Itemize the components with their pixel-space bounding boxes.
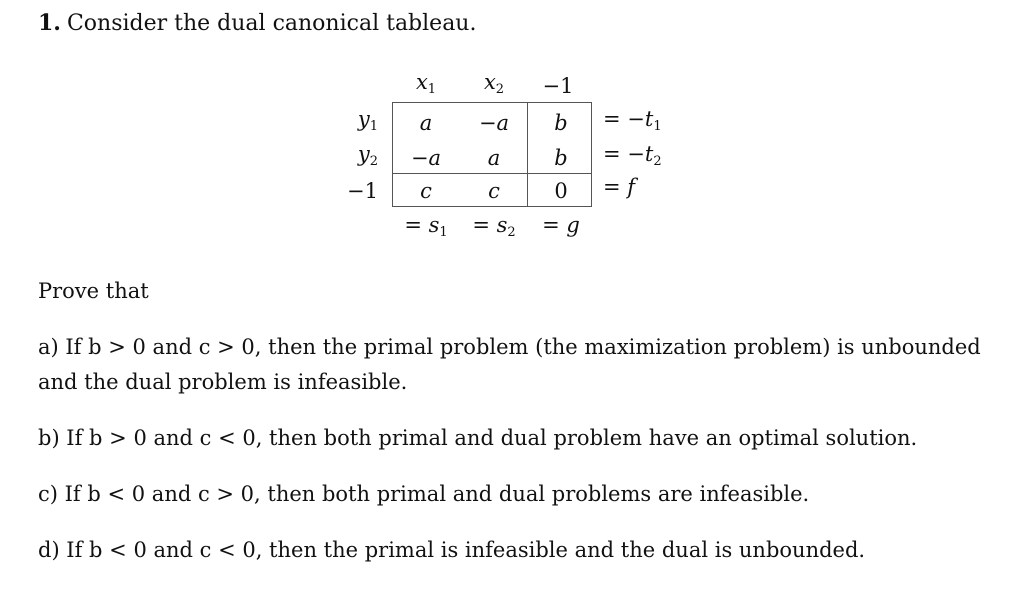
bottom-label-s2: = $s_2$ (472, 213, 516, 240)
tableau-cell: −a (478, 111, 510, 135)
col-header-x2: $x_2$ (483, 70, 505, 97)
tableau-cell: −a (410, 146, 442, 170)
tableau-cell: c (420, 179, 432, 203)
row-label-y1: $y_1$ (357, 107, 378, 134)
prove-that-label: Prove that (38, 279, 149, 303)
part-d: d) If b < 0 and c < 0, then the primal is infeasible and the dual is unbounded. (38, 538, 866, 562)
part-a-line-2: and the dual problem is infeasible. (38, 370, 408, 394)
bottom-label-g: = g (542, 213, 580, 237)
bottom-label-s1: = $s_1$ (404, 213, 448, 240)
tableau-cell: a (487, 146, 501, 170)
problem-statement: Consider the dual canonical tableau. (66, 11, 477, 36)
rhs-label-t2: = $-t_2$ (603, 142, 662, 169)
part-c: c) If b < 0 and c > 0, then both primal and dual problems are infeasible. (38, 482, 810, 506)
row-label-minus-one: −1 (347, 179, 378, 203)
tableau-cell: c (488, 179, 500, 203)
tableau-cell: b (554, 111, 568, 135)
dual-canonical-tableau (0, 0, 1024, 260)
col-header-minus-one: −1 (542, 74, 574, 98)
rhs-label-f: = f (603, 175, 636, 199)
tableau-divider-horizontal (392, 173, 592, 174)
tableau-cell: a (419, 111, 433, 135)
tableau-cell: 0 (554, 179, 568, 203)
rhs-label-t1: = $-t_1$ (603, 107, 662, 134)
tableau-cell: b (554, 146, 568, 170)
part-b: b) If b > 0 and c < 0, then both primal and dual problem have an optimal solution. (38, 426, 918, 450)
col-header-x1: $x_1$ (415, 70, 437, 97)
row-label-y2: $y_2$ (357, 142, 378, 169)
problem-number: 1. (38, 10, 61, 36)
part-a-line-1: a) If b > 0 and c > 0, then the primal problem (the maximization problem) is unbounded (38, 335, 981, 359)
